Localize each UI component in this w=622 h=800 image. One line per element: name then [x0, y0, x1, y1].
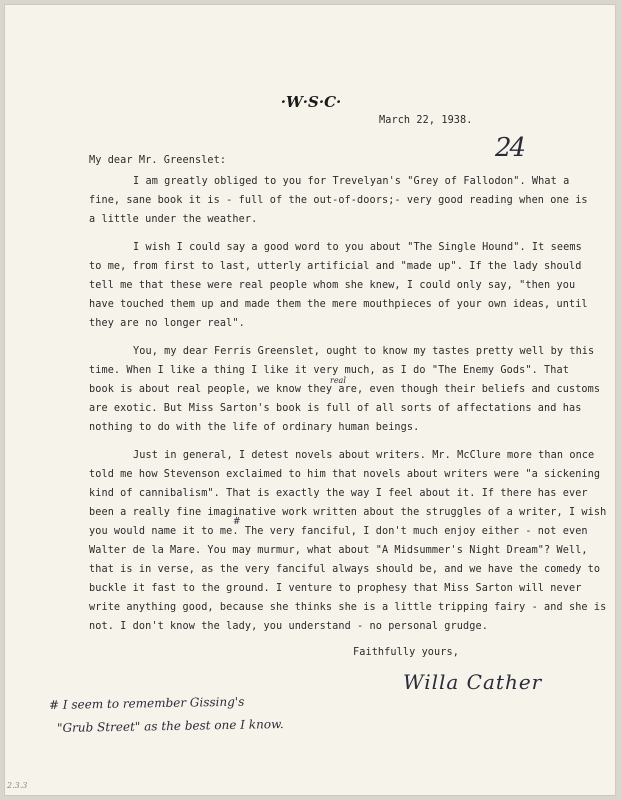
handwritten-insert: real — [330, 376, 346, 385]
paragraph-line: write anything good, because she thinks she is a little tripping fairy - and she is — [89, 602, 607, 613]
paragraph-line: they are no longer real". — [89, 318, 245, 329]
paragraph-line: to me, from first to last, utterly artificial and "made up". If the lady should — [89, 261, 582, 272]
paragraph-line: that is in verse, as the very fanciful always should be, and we have the comedy to — [89, 564, 601, 575]
paragraph-line: Just in general, I detest novels about writers. Mr. McClure more than once — [133, 450, 595, 461]
paragraph-line: book is about real people, we know they are, even though their beliefs and customs — [89, 384, 601, 395]
paragraph-line: tell me that these were real people whom she knew, I could only say, "then you — [89, 280, 576, 291]
paragraph-line: buckle it fast to the ground. I venture to prophesy that Miss Sarton will never — [89, 583, 582, 594]
letterhead-monogram: ·W·S·C· — [280, 93, 342, 111]
letter-page — [4, 4, 616, 796]
handwritten-footnote-line-2: "Grub Street" as the best one I know. — [56, 717, 284, 735]
handwritten-footnote-line-1: # I seem to remember Gissing's — [48, 694, 245, 712]
paragraph-line: are exotic. But Miss Sarton's book is full of all sorts of affectations and has — [89, 403, 582, 414]
footnote-marker: # — [233, 517, 241, 527]
handwritten-number: 24 — [495, 133, 525, 163]
paragraph-line: told me how Stevenson exclaimed to him that novels about writers were "a sickening — [89, 469, 601, 480]
signature: Willa Cather — [403, 670, 543, 694]
paragraph-line: time. When I like a thing I like it very much, as I do "The Enemy Gods". That — [89, 365, 569, 376]
letter-date: March 22, 1938. — [379, 115, 473, 126]
paragraph-line: I wish I could say a good word to you about "The Single Hound". It seems — [133, 242, 582, 253]
paragraph-line: fine, sane book it is - full of the out-of-doors;- very good reading when one is — [89, 195, 588, 206]
closing: Faithfully yours, — [353, 647, 459, 658]
paragraph-line: a little under the weather. — [89, 214, 258, 225]
paragraph-line: not. I don't know the lady, you understand - no personal grudge. — [89, 621, 488, 632]
paragraph-line: been a really fine imaginative work written about the struggles of a writer, I wish — [89, 507, 607, 518]
paragraph-line: have touched them up and made them the mere mouthpieces of your own ideas, until — [89, 299, 588, 310]
paragraph-line: Walter de la Mare. You may murmur, what about "A Midsummer's Night Dream"? Well, — [89, 545, 588, 556]
paragraph-line: I am greatly obliged to you for Trevelyan's "Grey of Fallodon". What a — [133, 176, 570, 187]
archival-number: 2.3.3 — [7, 781, 28, 790]
paragraph-line: nothing to do with the life of ordinary human beings. — [89, 422, 420, 433]
salutation: My dear Mr. Greenslet: — [89, 155, 227, 166]
paragraph-line: kind of cannibalism". That is exactly the way I feel about it. If there has ever — [89, 488, 588, 499]
paragraph-line: You, my dear Ferris Greenslet, ought to know my tastes pretty well by this — [133, 346, 595, 357]
paragraph-line: you would name it to me. The very fanciful, I don't much enjoy either - not even — [89, 526, 588, 537]
